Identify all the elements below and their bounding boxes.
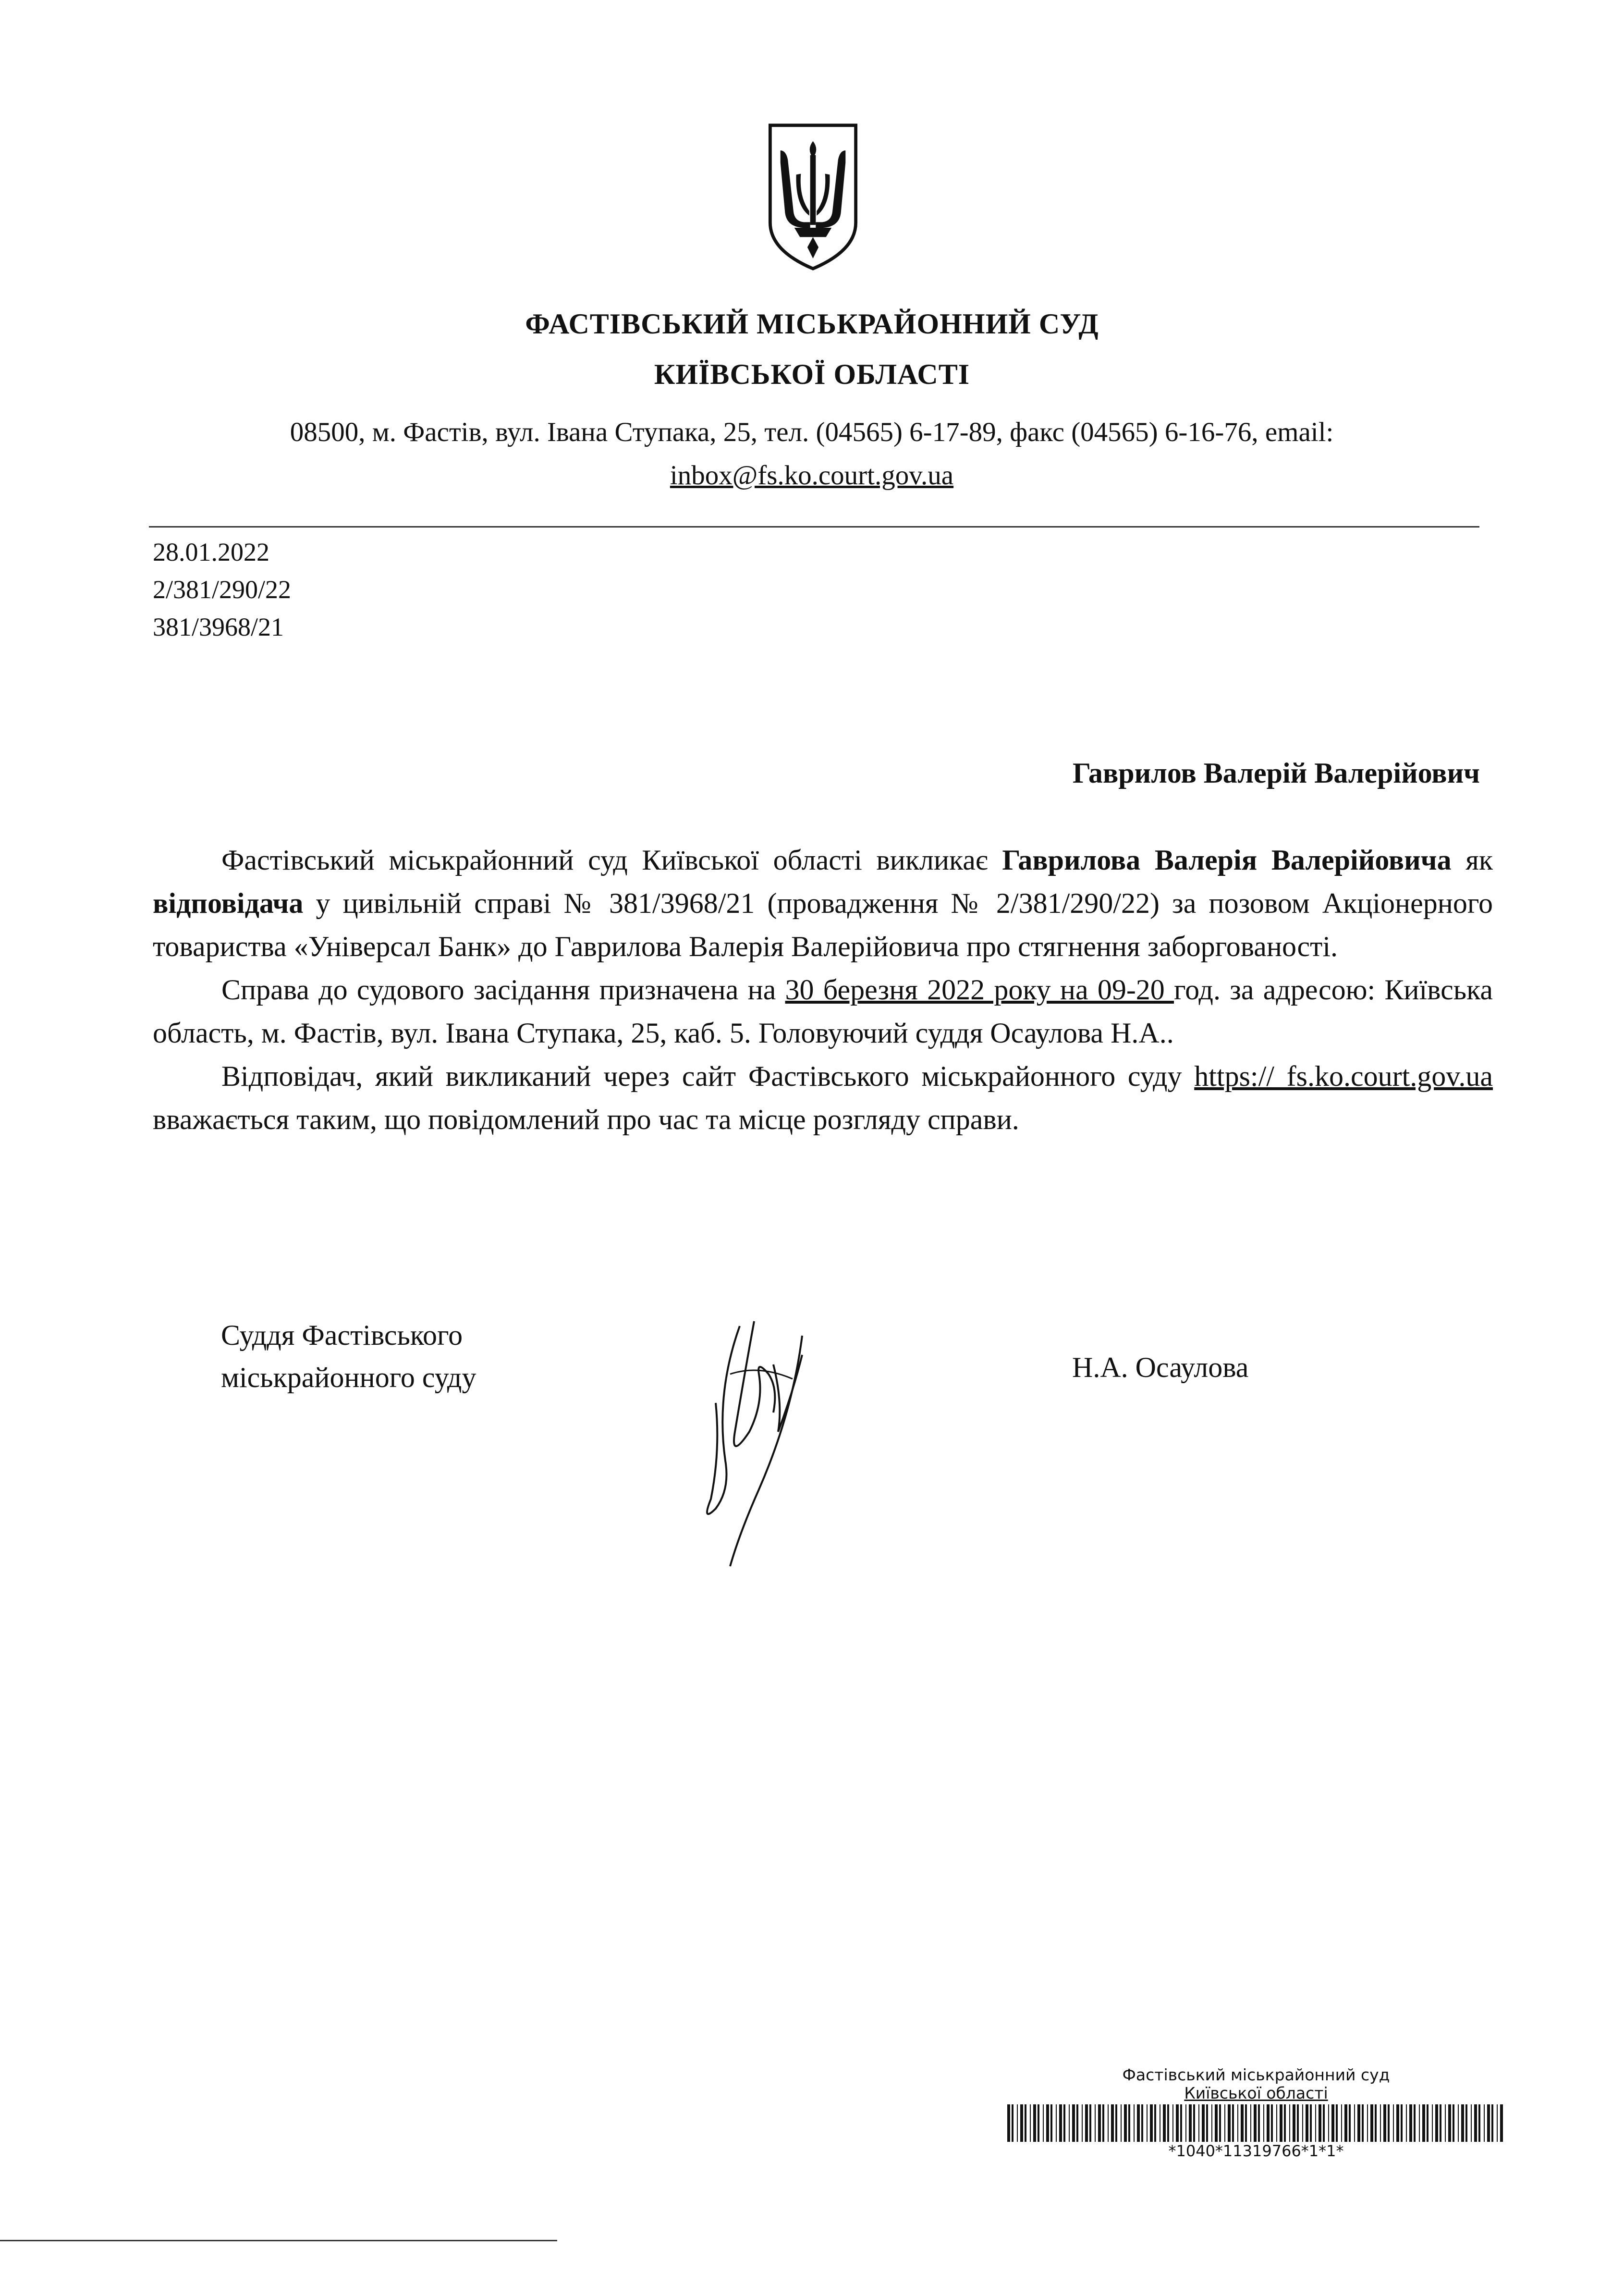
- court-website-link[interactable]: https:// fs.ko.court.gov.ua: [1194, 1060, 1493, 1092]
- p3-text-b: вважається таким, що повідомлений про час та місце розгляду справи.: [153, 1104, 1019, 1135]
- contact-email-link[interactable]: inbox@fs.ko.court.gov.ua: [670, 460, 954, 491]
- defendant-name: Гаврилова Валерія Валерійовича: [1002, 844, 1452, 876]
- summons-body: [153, 838, 1493, 1141]
- p3-text-a: Відповідач, який викликаний через сайт Фастівського міськрайонного суду: [221, 1060, 1195, 1092]
- document-date: 28.01.2022: [153, 538, 269, 566]
- judge-name: Н.А. Осаулова: [1072, 1352, 1249, 1383]
- p2-text-b: год. за адресою: Київська область, м. Фастів, вул. Івана Ступака, 25, каб. 5. Головуючий суддя Осаулова Н.А..: [153, 974, 1493, 1049]
- p2-text-a: Справа до судового засідання призначена на: [221, 974, 785, 1006]
- judge-position: [221, 1314, 476, 1399]
- p1-text-b: як: [1451, 844, 1493, 876]
- recipient-name: Гаврилов Валерій Валерійович: [1072, 757, 1480, 789]
- ukraine-trident-emblem-icon: [766, 123, 860, 271]
- barcode-icon: [1006, 2104, 1506, 2142]
- court-name-heading: ФАСТІВСЬКИЙ МІСЬКРАЙОННИЙ СУД: [525, 308, 1099, 340]
- summons-paragraph-1: [153, 838, 1493, 968]
- p1-text-a: Фастівський міськрайонний суд Київської області викликає: [221, 844, 1002, 876]
- document-meta: [153, 533, 291, 646]
- footer-rule: [0, 2240, 557, 2241]
- stamp-court-name: Фастівський міськрайонний суд: [1122, 2065, 1390, 2084]
- proceeding-number: 2/381/290/22: [153, 575, 292, 604]
- hearing-date: 30 березня 2022 року на 09-20: [785, 974, 1174, 1006]
- summons-paragraph-2: [153, 968, 1493, 1055]
- handwritten-signature-icon: [682, 1307, 826, 1576]
- summons-paragraph-3: [153, 1055, 1493, 1141]
- p1-text-c: у цивільній справі № 381/3968/21 (провадження № 2/381/290/22) за позовом Акціонерного товариства «Універсал Банк» до Гаврилова Валерія Валерійовича про стягнення заборгованості.: [153, 887, 1493, 962]
- defendant-role: відповідача: [153, 887, 304, 919]
- case-number: 381/3968/21: [153, 613, 284, 641]
- judge-position-line-2: міськрайонного суду: [221, 1362, 476, 1393]
- header-divider: [149, 526, 1479, 528]
- registry-stamp: [1004, 2066, 1508, 2160]
- stamp-region: Київської області: [1184, 2084, 1328, 2102]
- judge-position-line-1: Суддя Фастівського: [221, 1319, 463, 1351]
- contact-address-line: 08500, м. Фастів, вул. Івана Ступака, 25, тел. (04565) 6-17-89, факс (04565) 6-16-76, email:: [290, 417, 1334, 447]
- barcode-number: *1040*11319766*1*1*: [1168, 2142, 1344, 2160]
- court-contact-block: [159, 411, 1465, 497]
- court-region-heading: КИЇВСЬКОЇ ОБЛАСТІ: [654, 358, 970, 390]
